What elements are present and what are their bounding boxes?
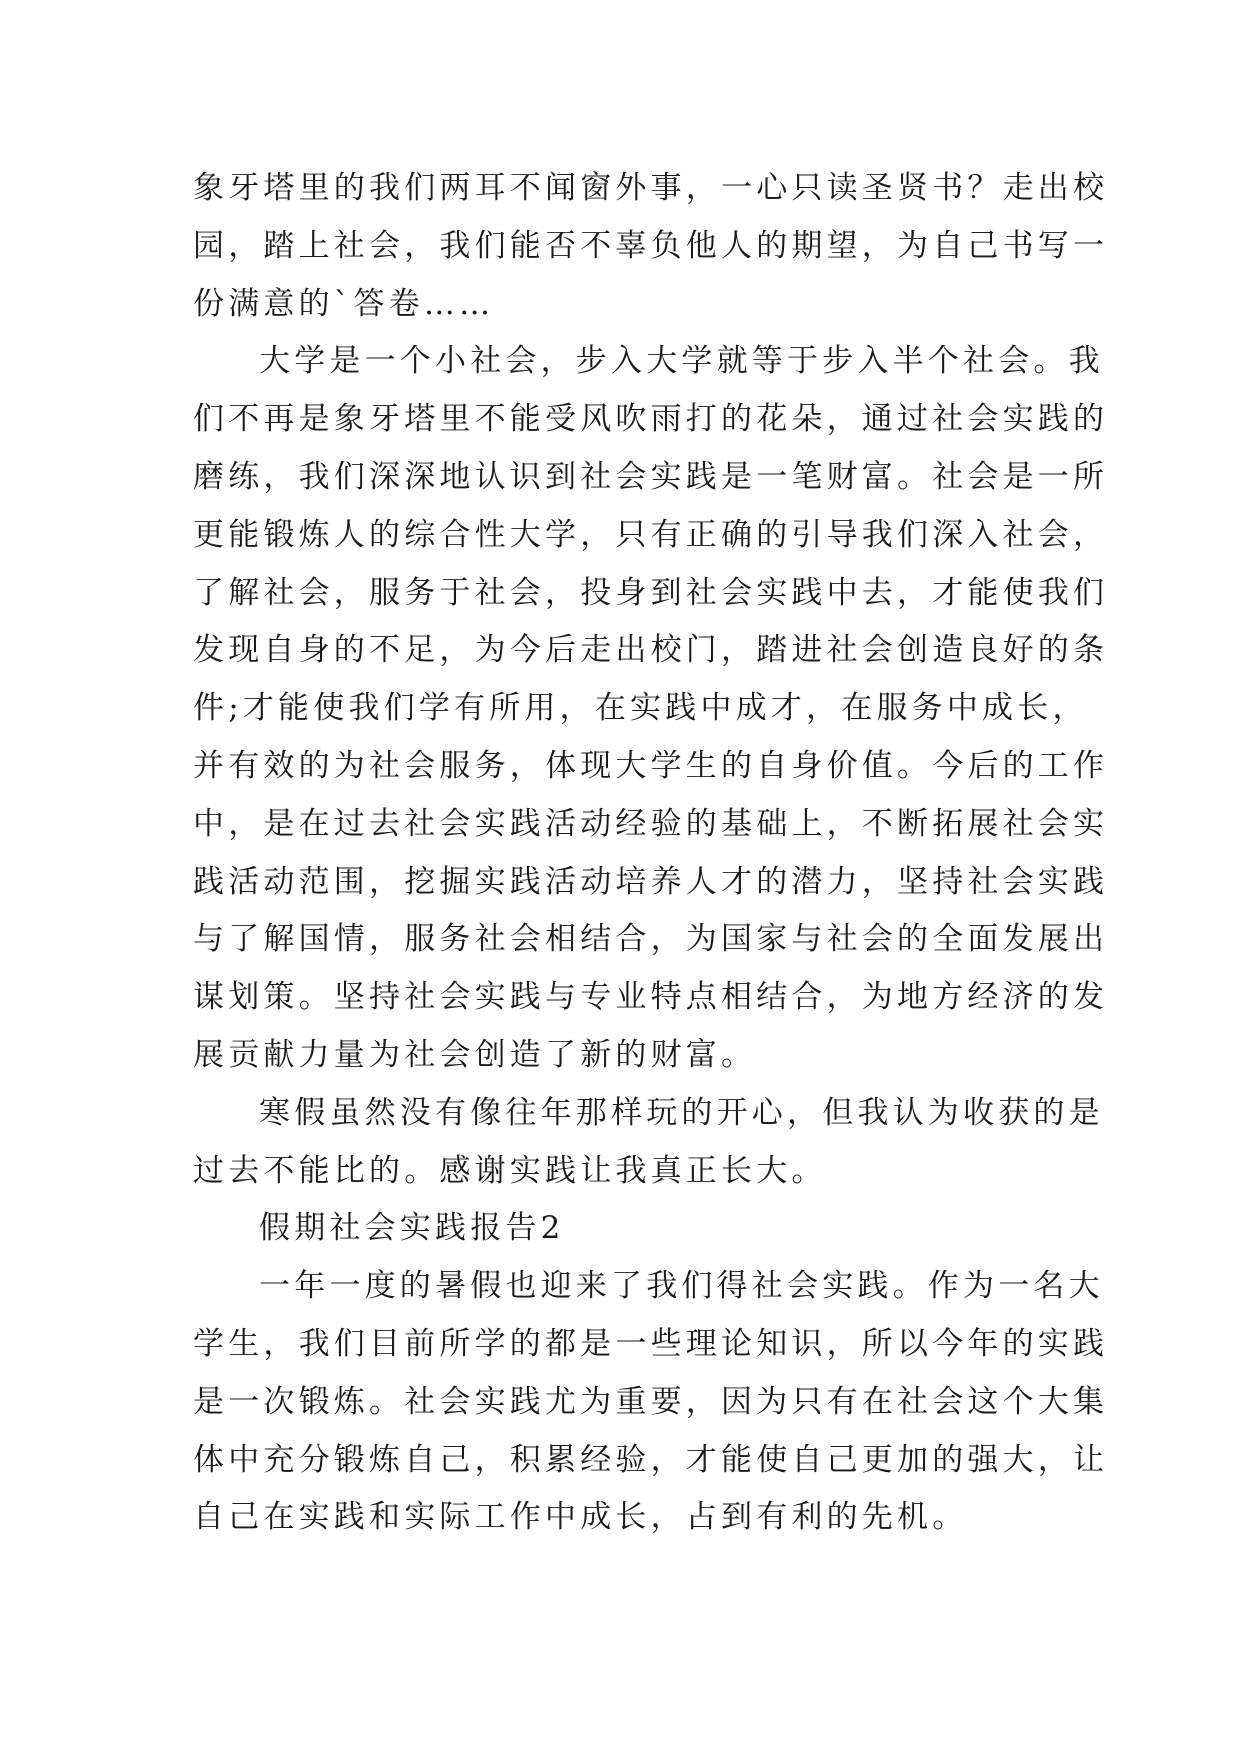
text-line: 磨练，我们深深地认识到社会实践是一笔财富。社会是一所 <box>193 458 1109 495</box>
text-line: 与了解国情，服务社会相结合，为国家与社会的全面发展出 <box>193 921 1109 958</box>
text-line: 学生，我们目前所学的都是一些理论知识，所以今年的实践 <box>193 1325 1109 1362</box>
text-line: 践活动范围，挖掘实践活动培养人才的潜力，坚持社会实践 <box>193 863 1109 900</box>
text-line: 一年一度的暑假也迎来了我们得社会实践。作为一名大 <box>259 1268 1104 1305</box>
text-line: 园，踏上社会，我们能否不辜负他人的期望，为自己书写一 <box>193 227 1109 264</box>
text-line: 谋划策。坚持社会实践与专业特点相结合，为地方经济的发 <box>193 979 1109 1016</box>
text-line: 大学是一个小社会，步入大学就等于步入半个社会。我 <box>259 343 1104 380</box>
text-line: 件;才能使我们学有所用，在实践中成才，在服务中成长， <box>193 690 1088 727</box>
text-line: 更能锻炼人的综合性大学，只有正确的引导我们深入社会， <box>193 516 1109 553</box>
text-line: 自己在实践和实际工作中成长，占到有利的先机。 <box>193 1499 968 1536</box>
text-line: 并有效的为社会服务，体现大学生的自身价值。今后的工作 <box>193 747 1109 784</box>
text-line: 体中充分锻炼自己，积累经验，才能使自己更加的强大，让 <box>193 1441 1109 1478</box>
text-line: 了解社会，服务于社会，投身到社会实践中去，才能使我们 <box>193 574 1109 611</box>
text-line: 份满意的`答卷…… <box>193 285 495 322</box>
text-line: 展贡献力量为社会创造了新的财富。 <box>193 1036 757 1073</box>
text-line: 假期社会实践报告2 <box>259 1210 565 1247</box>
text-line: 象牙塔里的我们两耳不闻窗外事，一心只读圣贤书？走出校 <box>193 170 1109 206</box>
text-line: 发现自身的不足，为今后走出校门，踏进社会创造良好的条 <box>193 632 1109 669</box>
text-line: 过去不能比的。感谢实践让我真正长大。 <box>193 1152 827 1189</box>
text-line: 是一次锻炼。社会实践尤为重要，因为只有在社会这个大集 <box>193 1383 1109 1420</box>
text-line: 中，是在过去社会实践活动经验的基础上，不断拓展社会实 <box>193 805 1109 842</box>
text-line: 们不再是象牙塔里不能受风吹雨打的花朵，通过社会实践的 <box>193 401 1109 438</box>
document-body <box>193 160 1109 1547</box>
text-line: 寒假虽然没有像往年那样玩的开心，但我认为收获的是 <box>259 1094 1104 1131</box>
